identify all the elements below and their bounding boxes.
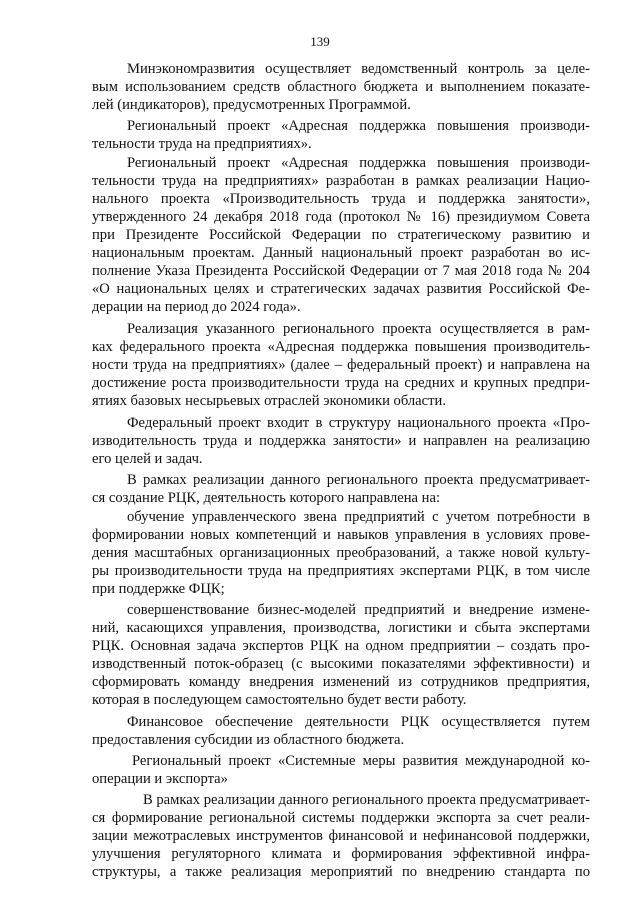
text-line: Региональный проект «Адресная поддержка повышения производи- xyxy=(127,118,590,134)
text-line: операции и экспорта» xyxy=(92,771,228,787)
text-line: ности труда на предприятиях» (далее – федеральный проект) и направлена на xyxy=(92,357,590,373)
text-line: утвержденного 24 декабря 2018 года (протокол № 16) президиумом Совета xyxy=(92,209,590,225)
text-line: Минэкономразвития осуществляет ведомственный контроль за целе- xyxy=(127,61,590,77)
text-line: Региональный проект «Адресная поддержка повышения производи- xyxy=(127,155,590,171)
text-line: ний, касающихся управления, производства, логистики и сбыта экспертами xyxy=(92,620,590,636)
text-line: предоставления субсидии из областного бюджета. xyxy=(92,732,405,748)
text-line: совершенствование бизнес-моделей предприятий и внедрение измене- xyxy=(127,602,590,618)
text-line: ятиях базовых несырьевых отраслей экономики области. xyxy=(92,393,446,409)
text-line: которая в последующем самостоятельно будет вести работу. xyxy=(92,692,467,708)
text-line: Финансовое обеспечение деятельности РЦК осуществляется путем xyxy=(127,714,590,730)
text-line: изводительность труда и поддержка занятости» и направлен на реализацию xyxy=(92,433,590,449)
text-line: нального проекта «Производительность труда и поддержка занятости», xyxy=(92,191,590,207)
text-line: В рамках реализации данного регионального проекта предусматривает- xyxy=(127,472,590,488)
text-line: его целей и задач. xyxy=(92,451,203,467)
text-line: изводственный поток-образец (с высокими показателями эффективности) и xyxy=(92,656,590,672)
text-line: Региональный проект «Системные меры развития международной ко- xyxy=(132,753,590,769)
text-line: дерации на период до 2024 года». xyxy=(92,299,301,315)
text-line: достижение роста производительности труда на средних и крупных предпри- xyxy=(92,375,590,391)
text-line: сформировать команду внедрения изменений из сотрудников предприятия, xyxy=(92,674,590,690)
text-line: В рамках реализации данного регионального проекта предусматривает- xyxy=(143,792,590,808)
text-line: тельности труда на предприятиях» разработан в рамках реализации Нацио- xyxy=(92,173,590,189)
text-line: полнение Указа Президента Российской Федерации от 7 мая 2018 года № 204 xyxy=(92,263,590,279)
text-line: при поддержке ФЦК; xyxy=(92,581,225,597)
text-line: Федеральный проект входит в структуру национального проекта «Про- xyxy=(127,415,590,431)
text-line: дения масштабных организационных преобразований, а также новой культу- xyxy=(92,545,590,561)
text-line: Реализация указанного регионального проекта осуществляется в рам- xyxy=(127,321,590,337)
text-line: ся формирование региональной системы поддержки экспорта за счет реали- xyxy=(92,810,590,826)
text-line: ры производительности труда на предприятиях экспертами РЦК, в том числе xyxy=(92,563,590,579)
text-line: при Президенте Российской Федерации по стратегическому развитию и xyxy=(92,227,590,243)
text-line: ках федерального проекта «Адресная поддержка повышения производитель- xyxy=(92,339,590,355)
text-line: лей (индикаторов), предусмотренных Программой. xyxy=(92,97,411,113)
text-line: структуры, а также реализация мероприятий по внедрению стандарта по xyxy=(92,864,590,880)
text-line: обучение управленческого звена предприятий с учетом потребности в xyxy=(127,509,590,525)
text-line: улучшения регуляторного климата и формирования эффективной инфра- xyxy=(92,846,590,862)
text-line: тельности труда на предприятиях». xyxy=(92,136,312,152)
text-line: ся создание РЦК, деятельность которого направлена на: xyxy=(92,490,440,506)
text-line: формировании новых компетенций и навыков управления в условиях прове- xyxy=(92,527,590,543)
text-line: вым использованием средств областного бюджета и выполнением показате- xyxy=(92,79,590,95)
text-line: национальным проектам. Данный национальный проект разработан во ис- xyxy=(92,245,590,261)
page-number: 139 xyxy=(310,34,330,49)
text-line: зации межотраслевых инструментов финансовой и нефинансовой поддержки, xyxy=(92,828,590,844)
text-line: РЦК. Основная задача экспертов РЦК на одном предприятии – создать про- xyxy=(92,638,590,654)
text-line: «О национальных целях и стратегических задачах развития Российской Фе- xyxy=(92,281,590,297)
